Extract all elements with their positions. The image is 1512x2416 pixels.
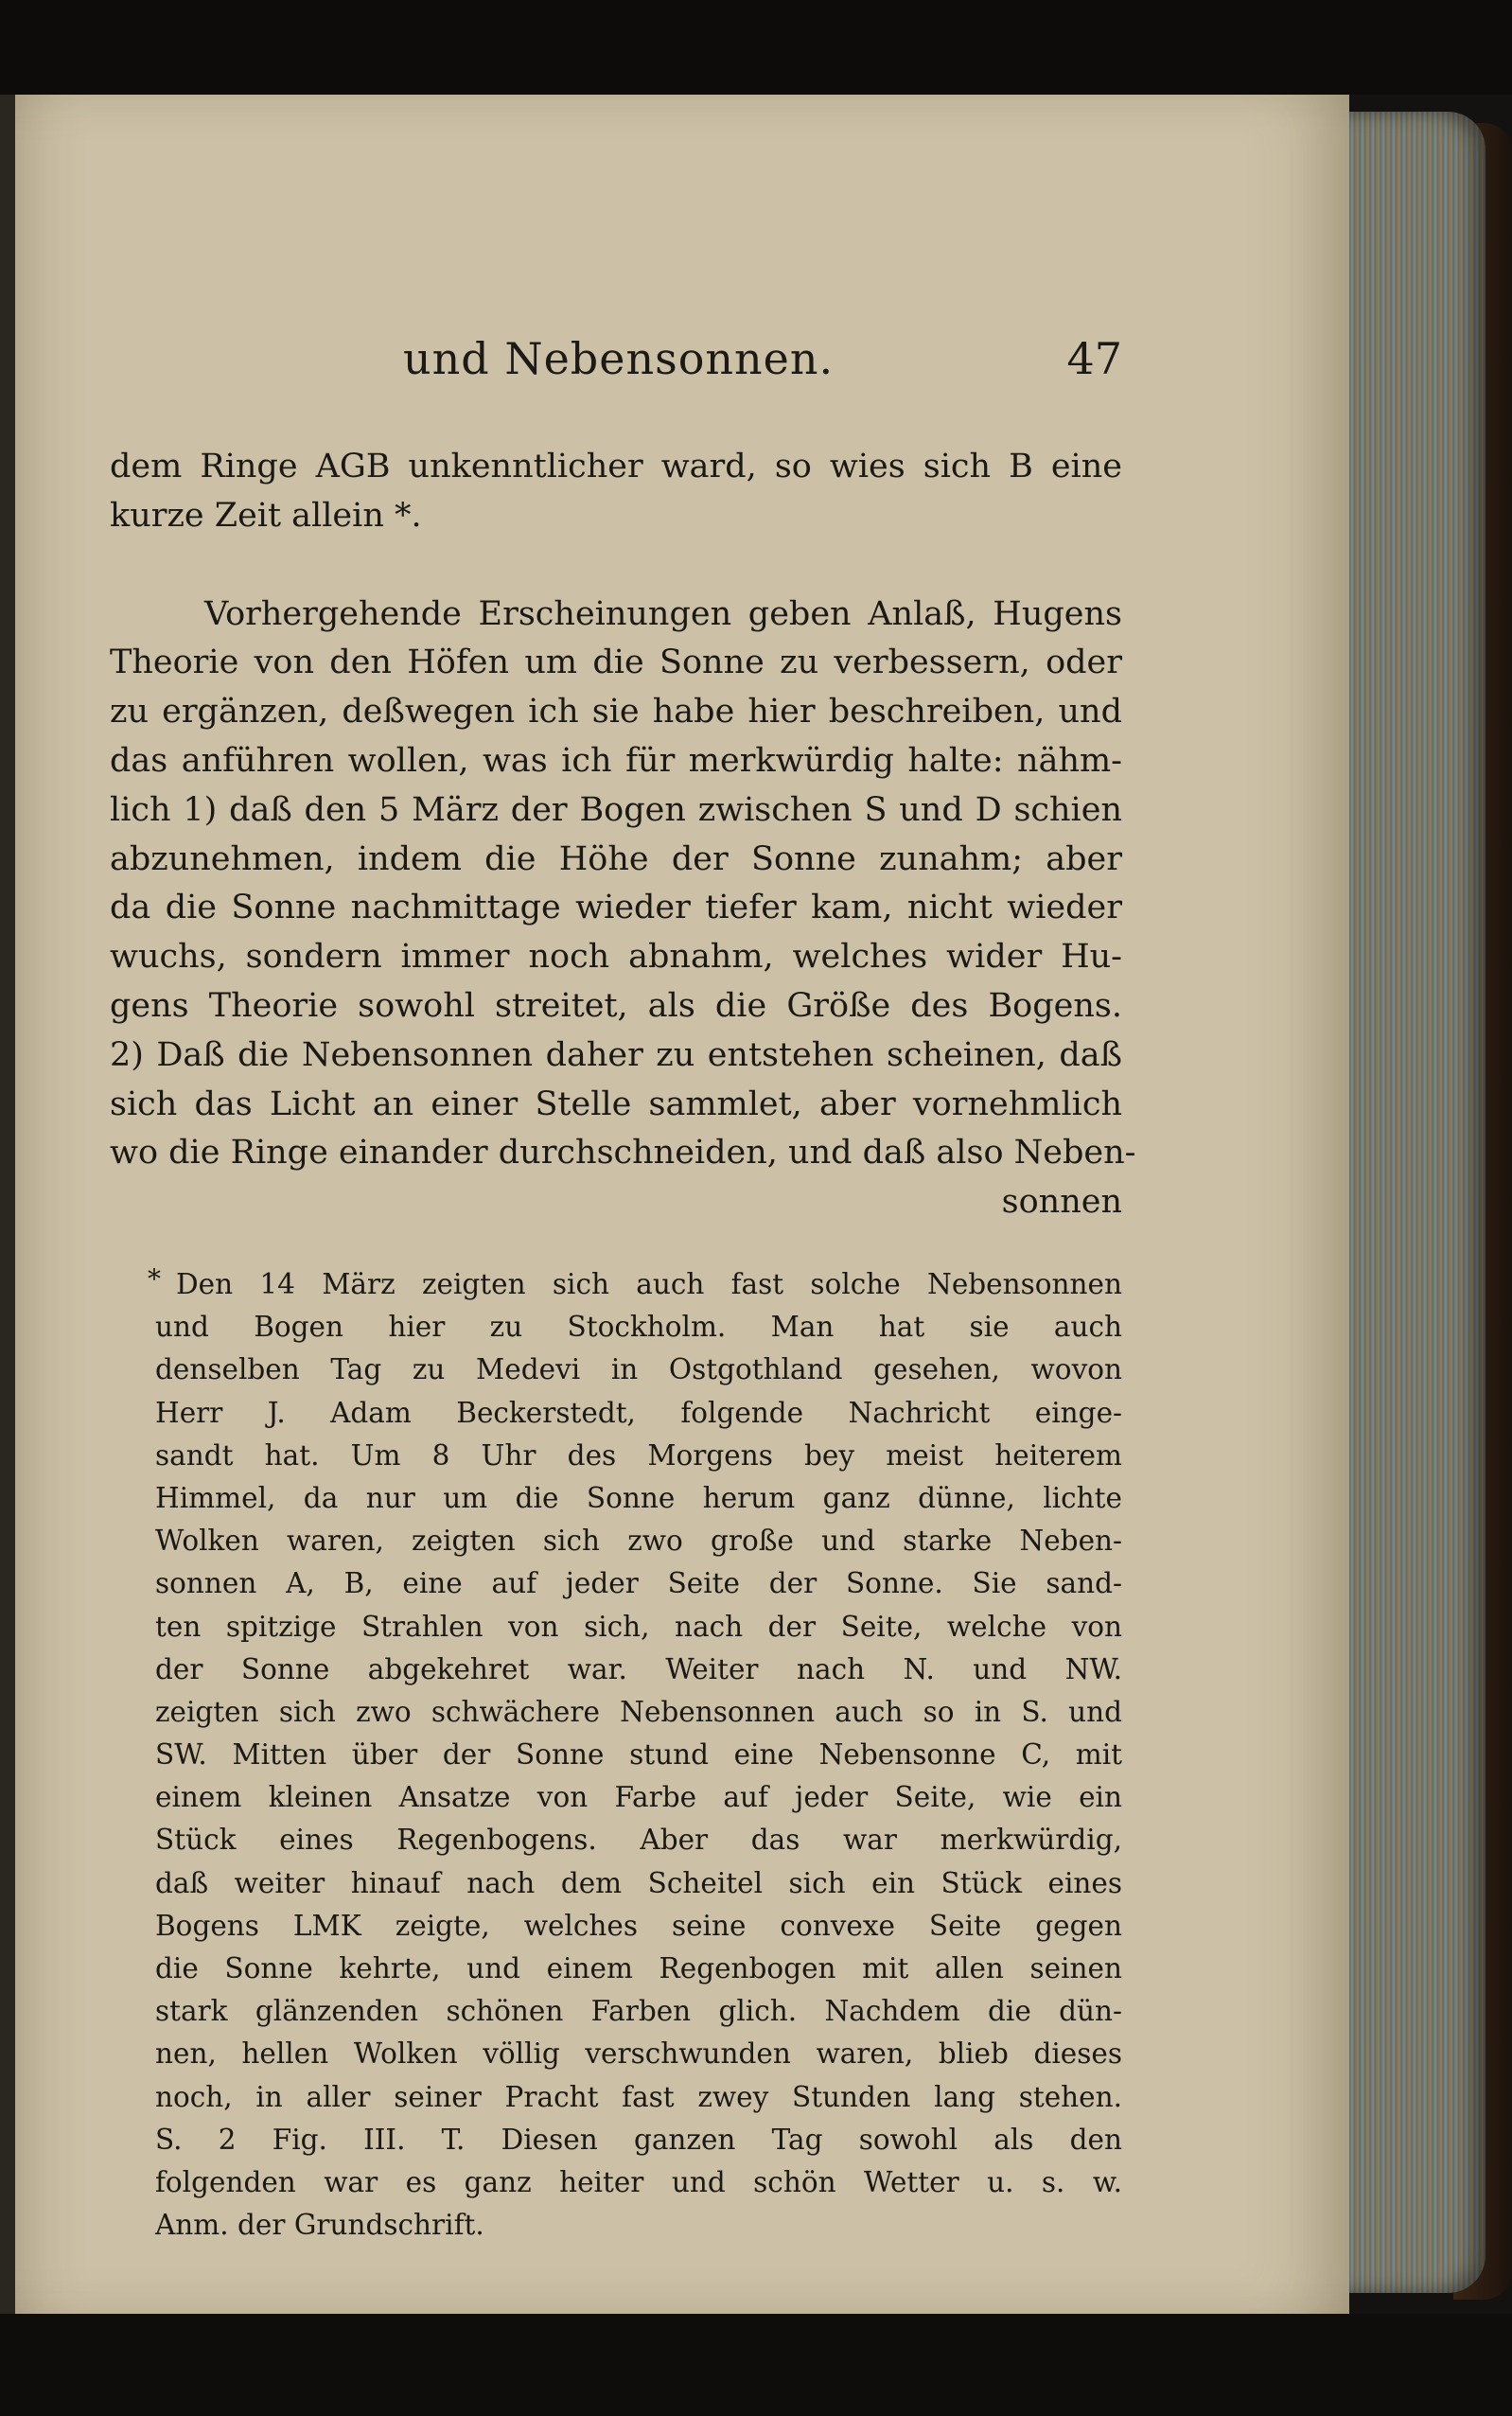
footnote-line: SW. Mitten über der Sonne stund eine Nebensonne C, mit xyxy=(155,1738,1122,1772)
footnote-line: Bogens LMK zeigte, welches seine convexe Seite gegen xyxy=(155,1909,1122,1942)
footnote-line: Anm. der Grundschrift. xyxy=(155,2209,484,2242)
footnote-line: stark glänzenden schönen Farben glich. Nachdem die dün- xyxy=(155,1995,1122,2028)
main-text xyxy=(110,443,1136,1227)
footnote-line: zeigten sich zwo schwächere Nebensonnen auch so in S. und xyxy=(155,1695,1122,1728)
footnote-line: Stück eines Regenbogens. Aber das war merkwürdig, xyxy=(155,1824,1122,1857)
footnote-line: S. 2 Fig. III. T. Diesen ganzen Tag sowohl als den xyxy=(155,2123,1122,2156)
footnote-mark: * xyxy=(148,1263,161,1295)
page-number: 47 xyxy=(1066,333,1122,384)
footnote-line: die Sonne kehrte, und einem Regenbogen mit allen seinen xyxy=(155,1952,1122,1984)
running-head: und Nebensonnen. xyxy=(403,333,835,384)
text-line: Theorie von den Höfen um die Sonne zu verbessern, oder xyxy=(110,644,1122,682)
footnote-line: Himmel, da nur um die Sonne herum ganz dünne, lichte xyxy=(155,1481,1122,1514)
text-line: 2) Daß die Nebensonnen daher zu entstehen scheinen, daß xyxy=(110,1035,1122,1074)
top-background xyxy=(0,0,1512,95)
footnote-line: der Sonne abgekehret war. Weiter nach N. und NW. xyxy=(155,1652,1122,1685)
footnote-line: daß weiter hinauf nach dem Scheitel sich ein Stück eines xyxy=(155,1866,1122,1899)
text-line: wo die Ringe einander durchschneiden, und daß also Neben- xyxy=(110,1134,1136,1173)
footnote-line: Wolken waren, zeigten sich zwo große und starke Neben- xyxy=(155,1525,1122,1558)
footnote xyxy=(148,1263,1122,2247)
text-line: zu ergänzen, deßwegen ich sie habe hier beschreiben, und xyxy=(110,693,1122,732)
footnote-line: Den 14 März zeigten sich auch fast solche Nebensonnen xyxy=(176,1268,1122,1300)
text-line: gens Theorie sowohl streitet, als die Größe des Bogens. xyxy=(110,986,1122,1025)
book-page xyxy=(15,95,1349,2315)
text-line: abzunehmen, indem die Höhe der Sonne zunahm; aber xyxy=(110,839,1122,878)
text-line: sich das Licht an einer Stelle sammlet, aber vornehmlich xyxy=(110,1085,1122,1123)
footnote-line: sonnen A, B, eine auf jeder Seite der Sonne. Sie sand- xyxy=(155,1567,1122,1600)
text-line: Vorhergehende Erscheinungen geben Anlaß, Hugens xyxy=(204,594,1122,633)
page-header xyxy=(403,333,1122,409)
text-line: lich 1) daß den 5 März der Bogen zwischen S und D schien xyxy=(110,790,1122,829)
text-line: da die Sonne nachmittage wieder tiefer kam, nicht wieder xyxy=(110,889,1122,927)
text-line: kurze Zeit allein *. xyxy=(110,496,422,535)
text-line: wuchs, sondern immer noch abnahm, welches wider Hu- xyxy=(110,938,1122,977)
footnote-line: noch, in aller seiner Pracht fast zwey Stunden lang stehen. xyxy=(155,2080,1122,2113)
footnote-line: nen, hellen Wolken völlig verschwunden waren, blieb dieses xyxy=(155,2037,1122,2071)
footnote-line: denselben Tag zu Medevi in Ostgothland gesehen, wovon xyxy=(155,1353,1122,1386)
page-block-edges xyxy=(1334,112,1486,2293)
footnote-line: und Bogen hier zu Stockholm. Man hat sie auch xyxy=(155,1311,1122,1344)
text-line: dem Ringe AGB unkenntlicher ward, so wies sich B eine xyxy=(110,448,1122,485)
text-line: das anführen wollen, was ich für merkwürdig halte: nähm- xyxy=(110,741,1122,780)
footnote-line: sandt hat. Um 8 Uhr des Morgens bey meist heiterem xyxy=(155,1438,1122,1472)
footnote-line: ten spitzige Strahlen von sich, nach der Seite, welche von xyxy=(155,1610,1122,1643)
footnote-line: einem kleinen Ansatze von Farbe auf jeder Seite, wie ein xyxy=(155,1781,1122,1814)
footnote-line: Herr J. Adam Beckerstedt, folgende Nachricht einge- xyxy=(155,1396,1122,1429)
footnote-line: folgenden war es ganz heiter und schön Wetter u. s. w. xyxy=(155,2165,1122,2198)
bottom-background xyxy=(0,2314,1512,2416)
catchword: sonnen xyxy=(1001,1183,1122,1222)
